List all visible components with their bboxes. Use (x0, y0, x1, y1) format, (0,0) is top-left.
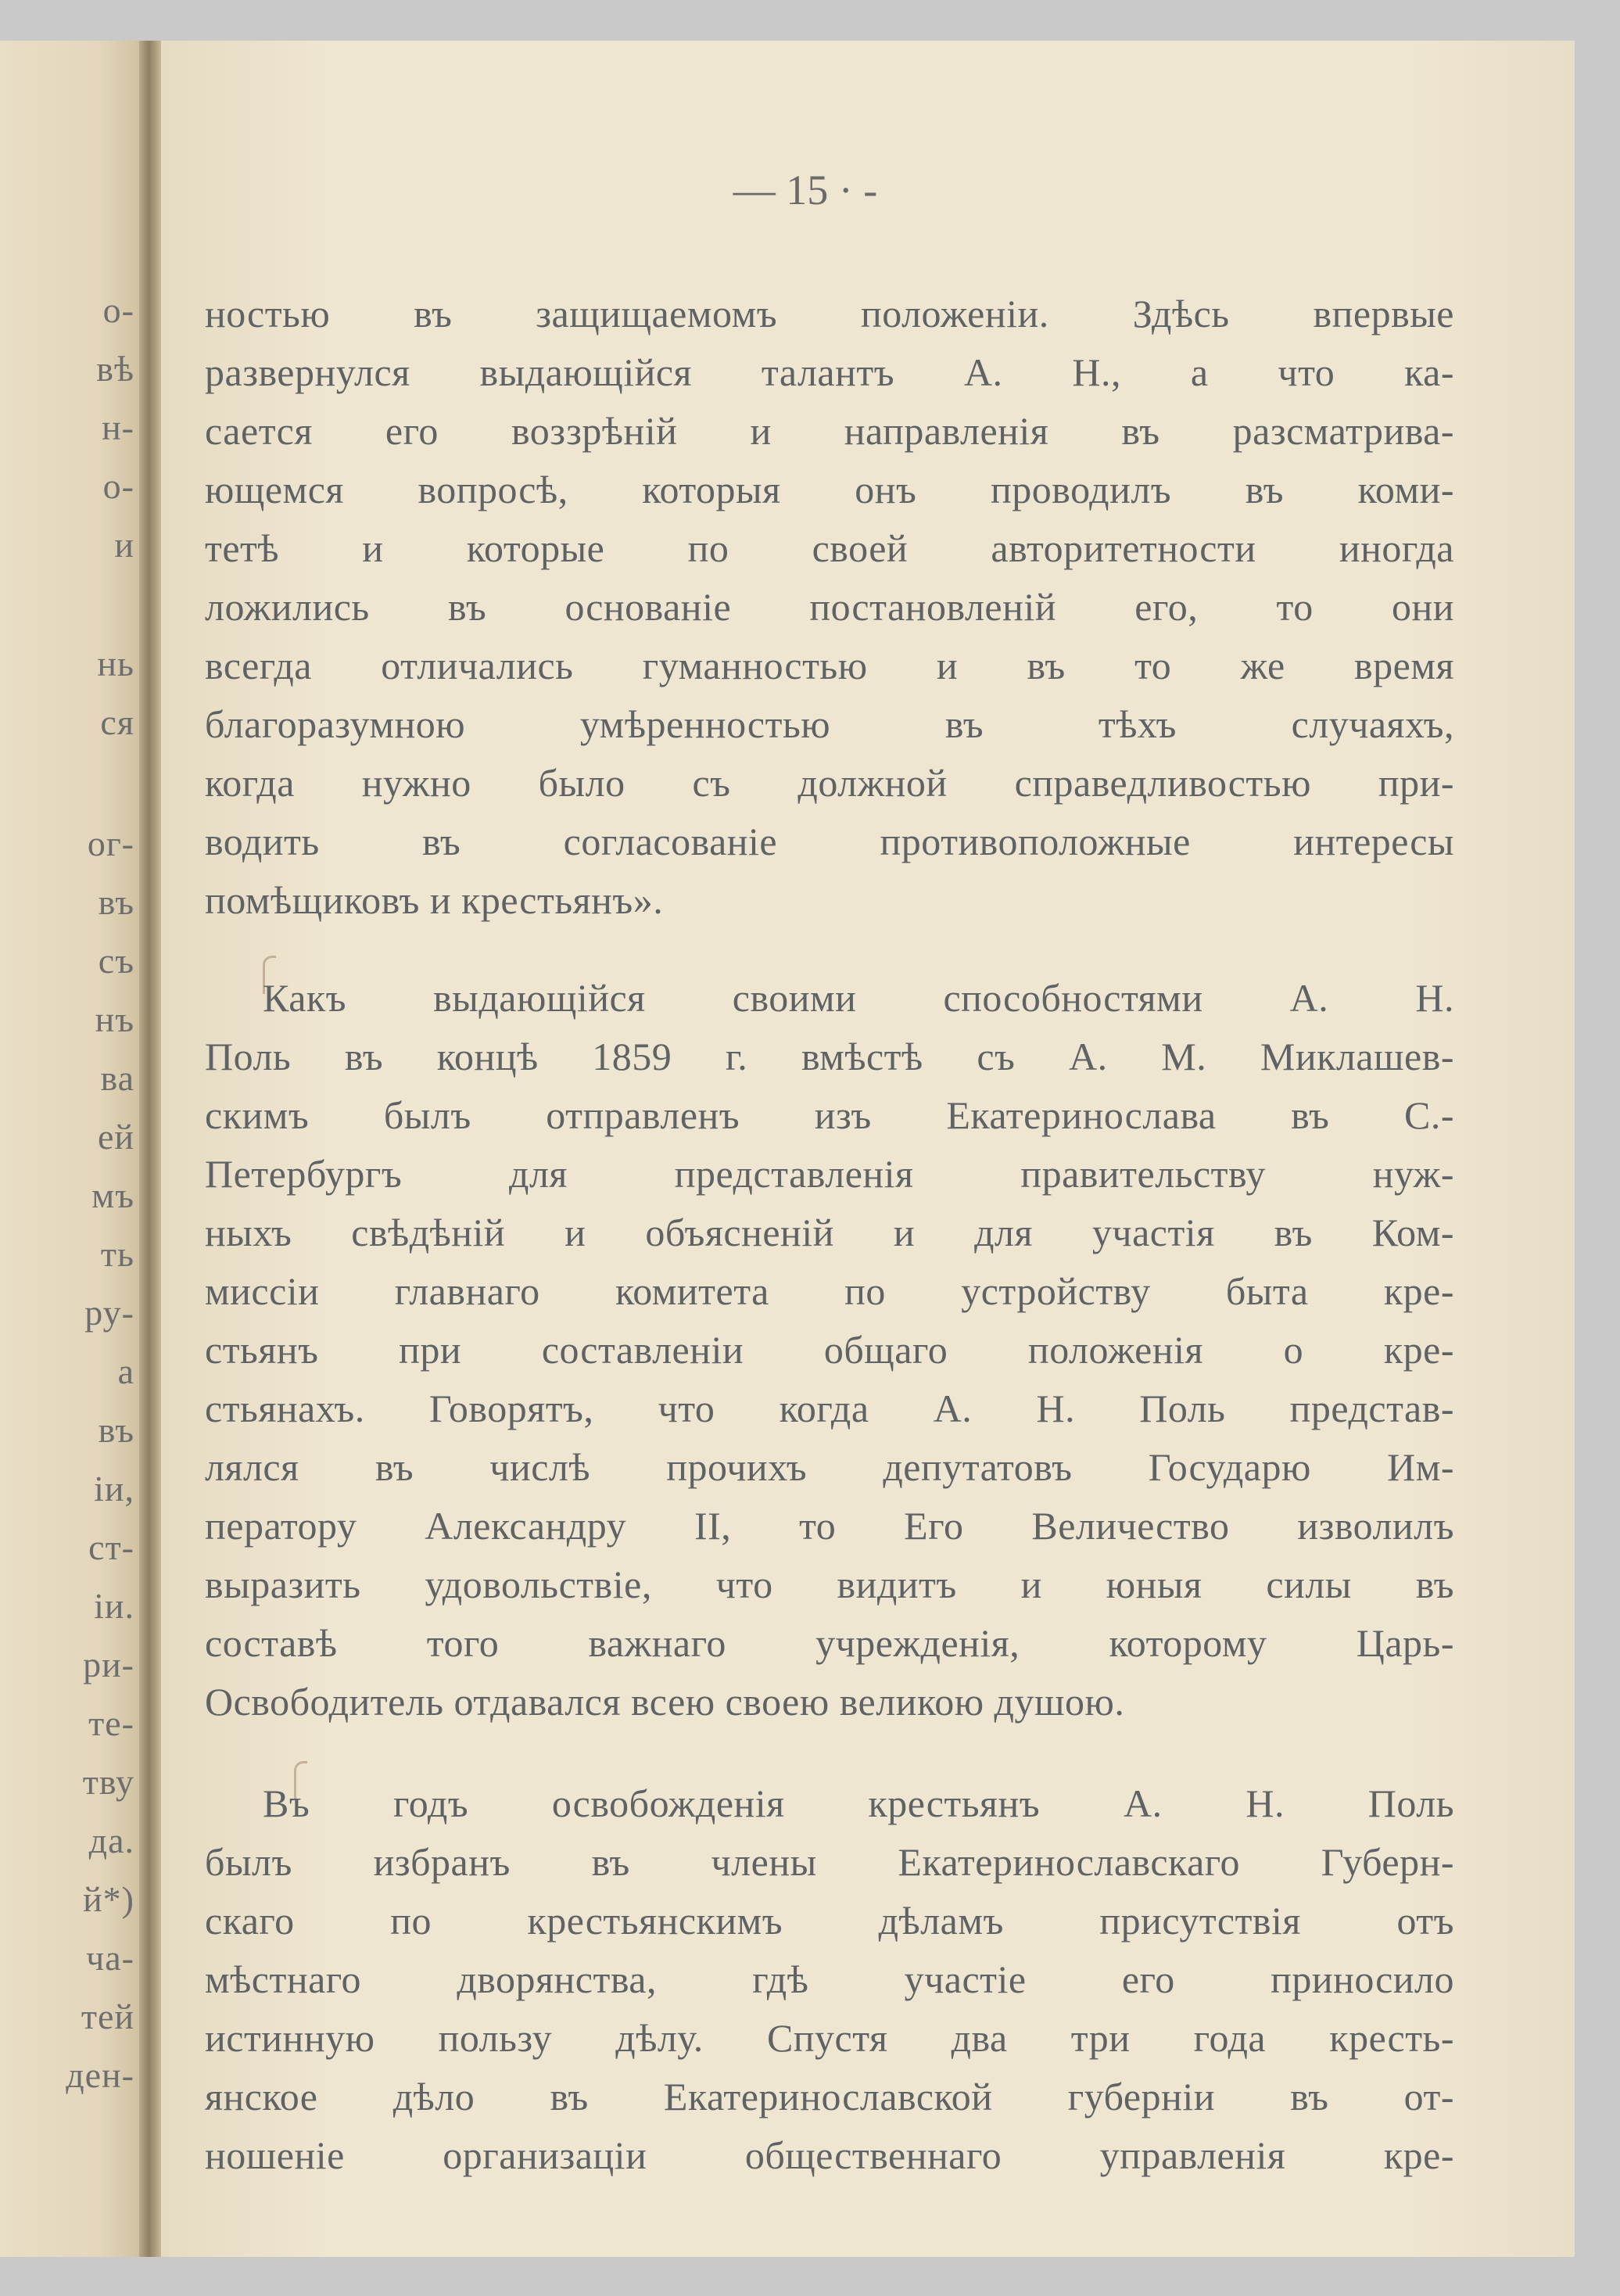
left-page-fragment: ей (97, 1117, 134, 1157)
left-page-fragment: ся (100, 702, 134, 742)
left-page-fragment: въ (98, 882, 134, 922)
text-line: былъ избранъ въ члены Екатеринославскаго Губерн- (205, 1840, 1454, 1884)
text-line: ющемся вопросѣ, которыя онъ проводилъ въ коми- (205, 468, 1454, 511)
text-line: водить въ согласованіе противоположные интересы (205, 820, 1454, 863)
left-page-fragment: ри- (83, 1645, 134, 1684)
left-page-fragment: ден- (66, 2055, 134, 2095)
text-line: истинную пользу дѣлу. Спустя два три года кресть- (205, 2016, 1454, 2060)
left-page-fragment: мъ (91, 1175, 134, 1215)
text-line: когда нужно было съ должной справедливостью при- (205, 761, 1454, 805)
text-line: ныхъ свѣдѣній и объясненій и для участія въ Ком- (205, 1211, 1454, 1254)
text-line: Въ годъ освобожденія крестьянъ А. Н. Поль (263, 1781, 1454, 1825)
left-page-fragment: ог- (87, 823, 134, 863)
text-line: всегда отличались гуманностью и въ то же время (205, 644, 1454, 687)
text-line: миссіи главнаго комитета по устройству быта кре- (205, 1269, 1454, 1313)
book-gutter (139, 41, 161, 2257)
text-line: развернулся выдающійся талантъ А. Н., а что ка- (205, 350, 1454, 394)
text-line: выразить удовольствіе, что видитъ и юныя силы въ (205, 1562, 1454, 1606)
text-line: Поль въ концѣ 1859 г. вмѣстѣ съ А. М. Миклашев- (205, 1035, 1454, 1078)
text-line: Петербургъ для представленія правительству нуж- (205, 1152, 1454, 1196)
left-page-fragment: н- (102, 407, 134, 447)
text-line: янское дѣло въ Екатеринославской губерніи въ от- (205, 2075, 1454, 2118)
left-page-fragment: іи, (94, 1469, 134, 1509)
text-line: мѣстнаго дворянства, гдѣ участіе его приносило (205, 1957, 1454, 2001)
left-page-fragment: съ (98, 941, 134, 981)
text-line: ностью въ защищаемомъ положеніи. Здѣсь впервые (205, 292, 1454, 335)
text-line: ложились въ основаніе постановленій его, то они (205, 585, 1454, 629)
left-page-fragment: о- (102, 290, 134, 330)
page-number: — 15 · - (733, 167, 878, 213)
left-page-fragment: ча- (86, 1938, 134, 1978)
text-line: тетѣ и которые по своей авторитетности иногда (205, 526, 1454, 570)
left-page-fragment: тей (81, 1996, 134, 2036)
left-page-fragment: ру- (84, 1293, 134, 1333)
scanned-book-spread (0, 41, 1575, 2257)
left-page-fragment: тву (82, 1762, 134, 1802)
text-line: благоразумною умѣренностью въ тѣхъ случаяхъ, (205, 702, 1454, 746)
text-line: ператору Александру II, то Его Величество изволилъ (205, 1504, 1454, 1548)
text-line: помѣщиковъ и крестьянъ». (205, 878, 664, 922)
left-page-fragment: ва (100, 1058, 134, 1098)
text-line: скаго по крестьянскимъ дѣламъ присутствія отъ (205, 1899, 1454, 1943)
left-page-fragment: вѣ (96, 349, 134, 389)
left-page-fragment: о- (102, 466, 134, 506)
left-page-fragment: и (114, 525, 134, 565)
text-line: составѣ того важнаго учрежденія, которому Царь- (205, 1621, 1454, 1665)
left-page-fragment: те- (88, 1703, 134, 1743)
left-page-fragment: й*) (83, 1879, 134, 1919)
left-page-fragment: іи. (94, 1586, 134, 1626)
text-line: Какъ выдающійся своими способностями А. Н. (263, 976, 1454, 1020)
text-line: ношеніе организаціи общественнаго управленія кре- (205, 2133, 1454, 2177)
text-line: стьянъ при составленіи общаго положенія о кре- (205, 1328, 1454, 1372)
text-line: стьянахъ. Говорятъ, что когда А. Н. Поль представ- (205, 1387, 1454, 1430)
left-page-edge (0, 41, 142, 2257)
text-line: скимъ былъ отправленъ изъ Екатеринослава въ С.- (205, 1093, 1454, 1137)
left-page-fragment: ст- (88, 1527, 134, 1567)
left-page-fragment: да. (88, 1821, 134, 1860)
text-line: сается его воззрѣній и направленія въ разсматрива- (205, 409, 1454, 453)
right-page (161, 41, 1575, 2257)
text-line: Освободитель отдавался всею своею великою душою. (205, 1680, 1125, 1724)
left-page-fragment: нь (97, 644, 134, 683)
left-page-fragment: ть (100, 1234, 134, 1274)
left-page-fragment: въ (98, 1410, 134, 1450)
text-line: лялся въ числѣ прочихъ депутатовъ Государю Им- (205, 1445, 1454, 1489)
left-page-fragment: а (117, 1351, 134, 1391)
left-page-fragment: нъ (95, 999, 134, 1039)
